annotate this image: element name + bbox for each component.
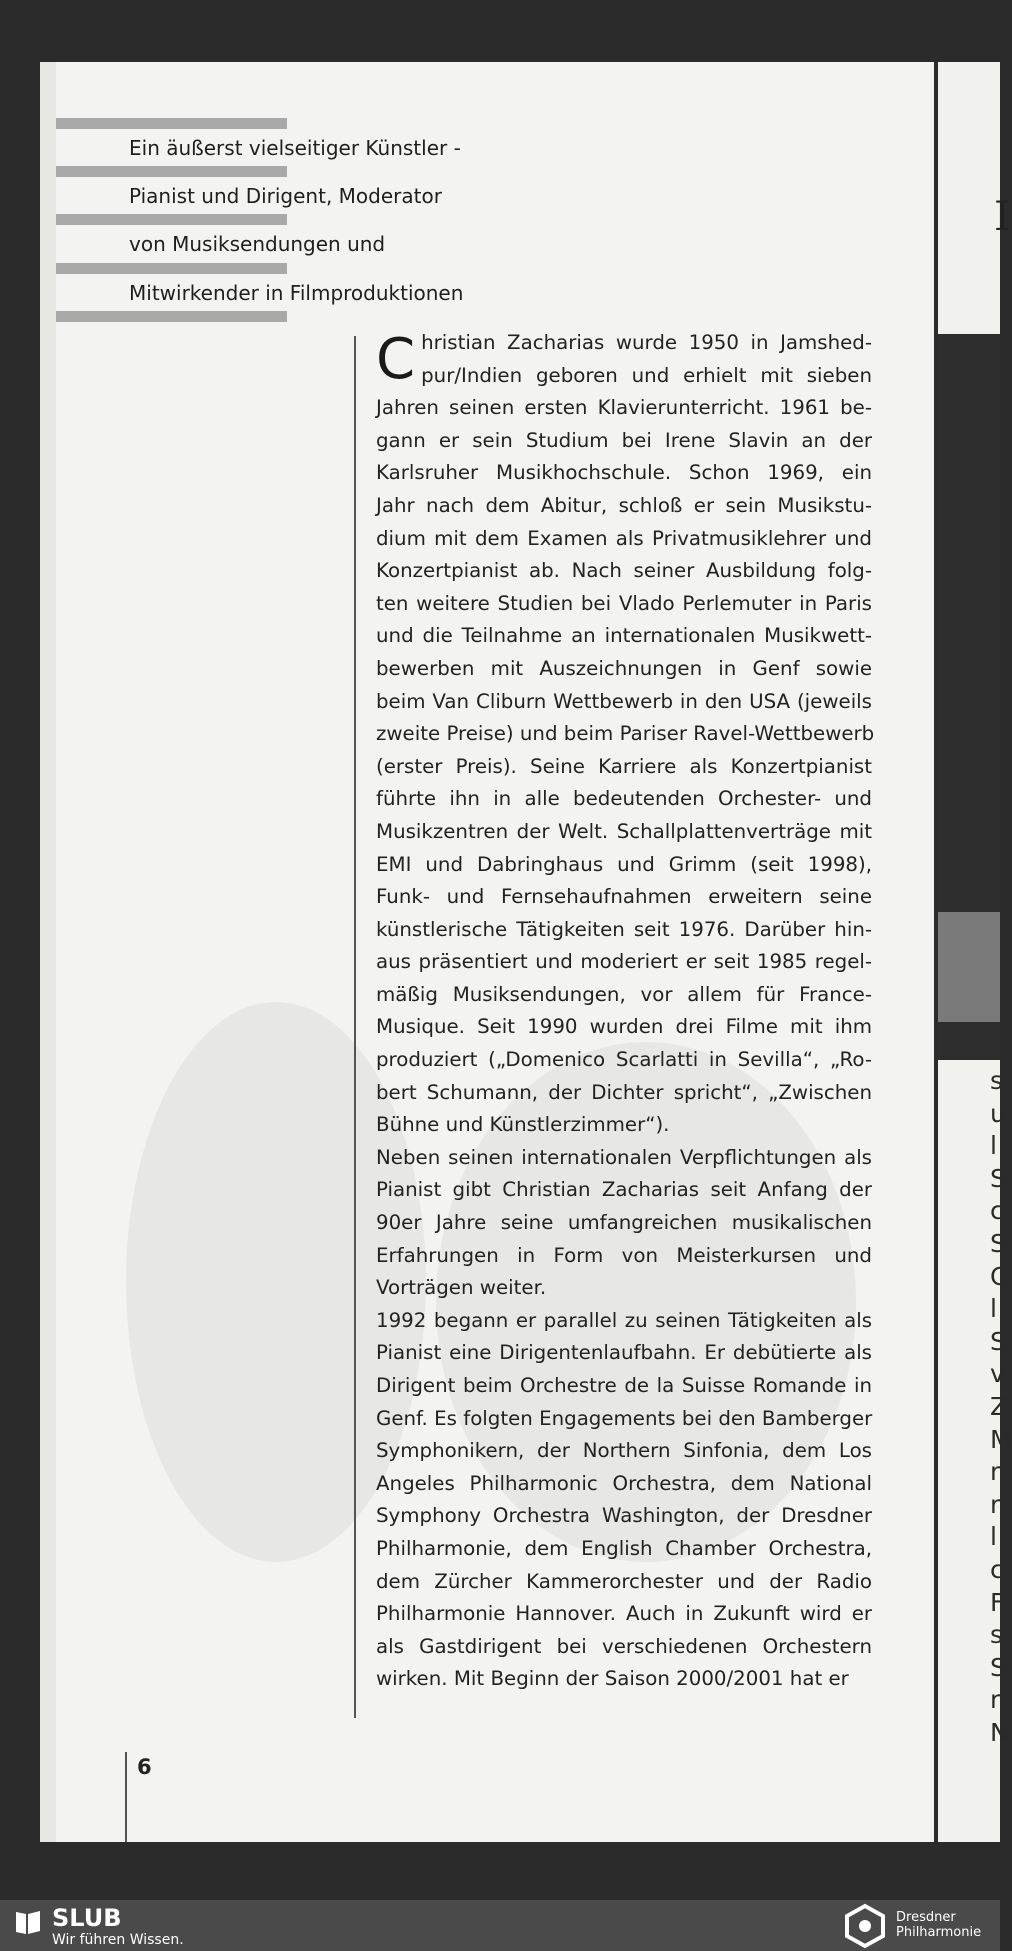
bio-line: Vorträgen weiter. [376, 1276, 547, 1300]
bio-line: Jahr nach dem Abitur, schloß er sein Musikstu- [376, 493, 872, 517]
slub-logo-text: SLUB [52, 1904, 122, 1932]
bio-line: wirken. Mit Beginn der Saison 2000/2001 hat er [376, 1667, 849, 1691]
bio-line: ten weitere Studien bei Vlado Perlemuter in Paris [376, 591, 872, 615]
bio-line: Konzertpianist ab. Nach seiner Ausbildung folg- [376, 559, 872, 583]
scan-margin-strip [40, 62, 56, 1842]
heading-stripe [56, 214, 287, 225]
headline-line-4: Mitwirkender in Filmproduktionen [129, 281, 464, 305]
heading-stripe [56, 263, 287, 274]
heading-stripe [56, 166, 287, 177]
adjacent-column-letter: s [990, 1066, 1004, 1095]
bio-line: Neben seinen internationalen Verpflichtungen als [376, 1145, 872, 1169]
bio-line: EMI und Dabringhaus und Grimm (seit 1998), [376, 852, 872, 876]
bio-line: Bühne und Künstlerzimmer“). [376, 1113, 670, 1137]
dresdner-philharmonie-logo-icon [842, 1904, 888, 1948]
adjacent-column-letter: N [990, 1717, 1009, 1747]
bio-line: Karlsruher Musikhochschule. Schon 1969, ein [376, 461, 872, 485]
bio-line: Genf. Es folgten Engagements bei den Bamberger [376, 1406, 873, 1430]
adjacent-column-letter: c [990, 1196, 1004, 1226]
partner-name [896, 1910, 981, 1940]
bio-line: künstlerische Tätigkeiten seit 1976. Darüber hin- [376, 917, 872, 941]
heading-stripe [56, 118, 287, 129]
bio-line: dem Zürcher Kammerorchester und der Radio [376, 1569, 872, 1593]
adjacent-column-letter: S [990, 1228, 1006, 1258]
adjacent-column-letter: v [990, 1359, 1005, 1389]
adjacent-photo-grey [938, 912, 1000, 1022]
adjacent-page-edge [938, 62, 1012, 1842]
bio-line: (erster Preis). Seine Karriere als Konzertpianist [376, 754, 872, 778]
bio-line: Dirigent beim Orchestre de la Suisse Romande in [376, 1374, 872, 1397]
bio-line: führte ihn in alle bedeutenden Orchester- und [376, 787, 872, 811]
bio-line: 1992 begann er parallel zu seinen Tätigkeiten als [376, 1308, 872, 1332]
bio-line: Jahren seinen ersten Klavierunterricht. 1961 be- [376, 396, 872, 420]
adjacent-column-letter: l [990, 1522, 997, 1552]
page-number: 6 [137, 1755, 152, 1779]
bio-line: pur/Indien geboren und erhielt mit sieben [421, 363, 872, 387]
bio-line: Angeles Philharmonic Orchestra, dem National [376, 1471, 872, 1495]
headline-line-3: von Musiksendungen und [129, 232, 386, 256]
bio-line: dium mit dem Examen als Privatmusiklehrer und [376, 526, 872, 550]
bio-line: Musique. Seit 1990 wurden drei Filme mit ihm [376, 1015, 872, 1039]
bio-line: Erfahrungen in Form von Meisterkursen und [376, 1243, 872, 1267]
bio-line: beim Van Cliburn Wettbewerb in den USA (jeweils [376, 689, 872, 713]
headline-line-2: Pianist und Dirigent, Moderator [129, 184, 442, 208]
footer-bar [0, 1900, 1000, 1951]
bio-line: Symphonikern, der Northern Sinfonia, dem Los [376, 1439, 872, 1463]
bio-line: aus präsentiert und moderiert er seit 1985 regel- [376, 950, 872, 974]
adjacent-column-letter: r [990, 1685, 1001, 1715]
adjacent-column-letter: l [990, 1131, 997, 1161]
adjacent-column-letter: l [990, 1294, 997, 1324]
page-number-rule [125, 1752, 127, 1842]
adjacent-column-letter: S [990, 1326, 1006, 1356]
bio-line: Pianist gibt Christian Zacharias seit Anfang der [376, 1178, 872, 1202]
background-show-through-text [656, 202, 669, 248]
bio-line: produziert („Domenico Scarlatti in Sevilla“, „Ro- [376, 1048, 872, 1072]
bio-line: hristian Zacharias wurde 1950 in Jamshed- [421, 331, 872, 354]
adjacent-column-letter: r [990, 1489, 1001, 1519]
bio-line: bert Schumann, der Dichter spricht“, „Zwischen [376, 1080, 872, 1104]
adjacent-column-letter: Z [990, 1391, 1008, 1421]
adjacent-column-letter: c [990, 1554, 1004, 1584]
column-rule [354, 336, 356, 1718]
book-icon [14, 1908, 42, 1936]
bio-line: bewerben mit Auszeichnungen in Genf sowie [376, 656, 872, 680]
adjacent-column-letter: S [990, 1652, 1006, 1682]
adjacent-column-letter: M [990, 1424, 1012, 1454]
bio-line: und die Teilnahme an internationalen Musikwett- [376, 624, 872, 648]
bio-line: gann er sein Studium bei Irene Slavin an der [376, 428, 872, 452]
bio-line: als Gastdirigent bei verschiedenen Orchestern [376, 1634, 872, 1658]
adjacent-column-letter: C [990, 1261, 1008, 1291]
bio-line: Funk- und Fernsehaufnahmen erweitern seine [376, 885, 872, 909]
bio-line: 90er Jahre seine umfangreichen musikalischen [376, 1211, 872, 1235]
bio-line: Philharmonie Hannover. Auch in Zukunft wird er [376, 1602, 872, 1626]
adjacent-column-letter: u [990, 1098, 1006, 1128]
slub-tagline: Wir führen Wissen. [52, 1932, 184, 1948]
heading-stripe [56, 311, 287, 322]
bio-line: Musikzentren der Welt. Schallplattenverträge mit [376, 819, 872, 843]
adjacent-column-letter: r [990, 1457, 1001, 1487]
drop-cap: C [376, 327, 416, 392]
adjacent-column-letter: s [990, 1620, 1004, 1650]
bio-line: Philharmonie, dem English Chamber Orchestra, [376, 1536, 872, 1560]
partner-name-line-2: Philharmonie [896, 1925, 982, 1940]
bio-line: mäßig Musiksendungen, vor allem für France- [376, 982, 872, 1006]
adjacent-column-letters [990, 1065, 1010, 1749]
bio-line: Pianist eine Dirigentenlaufbahn. Er debütierte als [376, 1341, 872, 1365]
headline-line-1: Ein äußerst vielseitiger Künstler - [129, 136, 461, 160]
adjacent-heading-letter: I [994, 194, 1010, 240]
biography-text [376, 327, 875, 1696]
bio-line: zweite Preise) und beim Pariser Ravel-Wettbewerb [376, 722, 875, 746]
adjacent-column-letter: F [990, 1587, 1005, 1617]
bio-line: Symphony Orchestra Washington, der Dresdner [376, 1504, 872, 1528]
adjacent-column-letter: S [990, 1163, 1006, 1193]
partner-name-line-1: Dresdner [896, 1910, 956, 1925]
